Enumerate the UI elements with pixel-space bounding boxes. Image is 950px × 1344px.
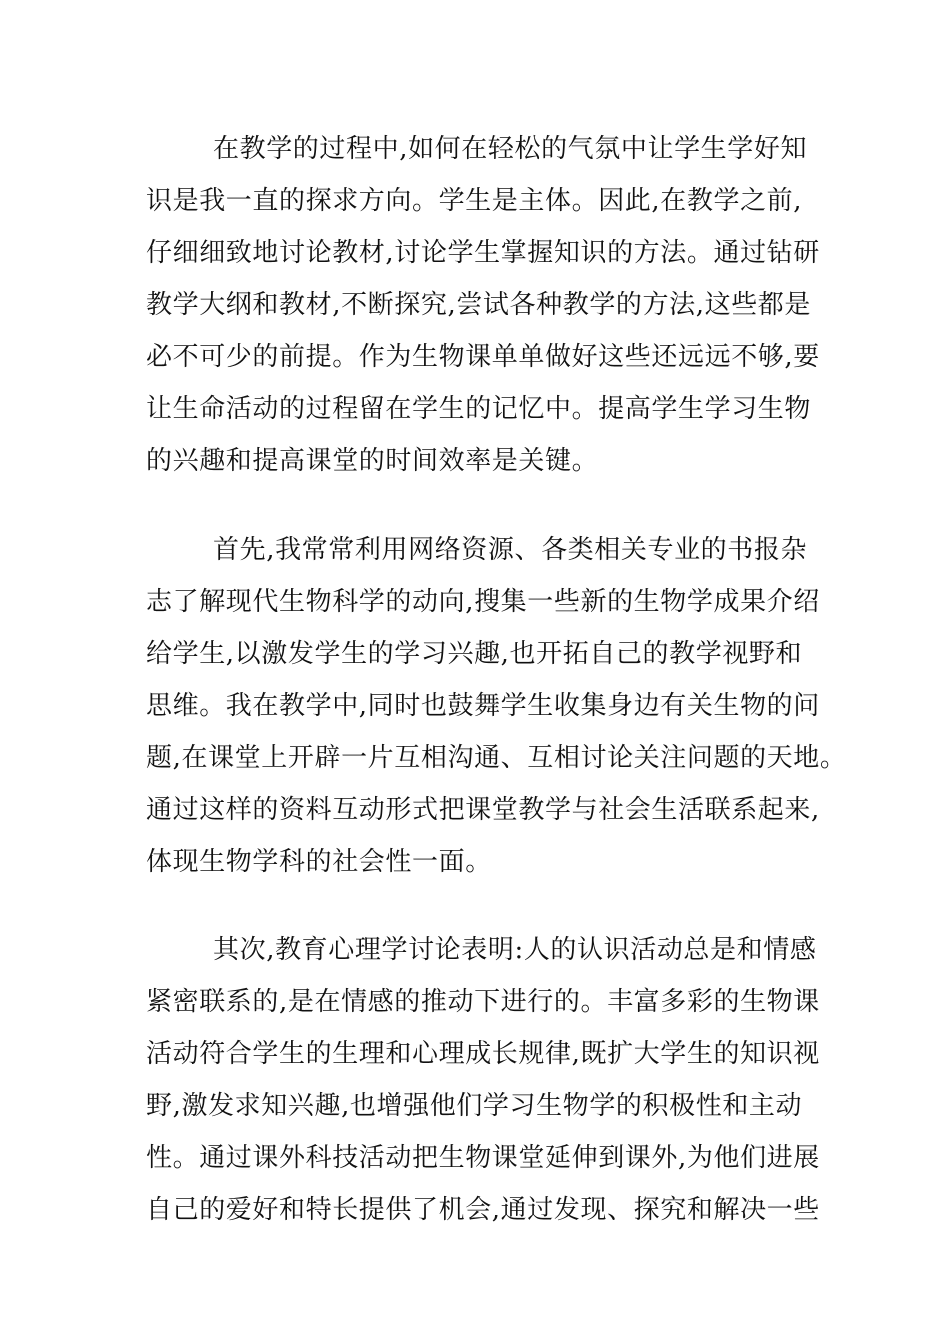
- text-line: 体现生物学科的社会性一面。: [146, 847, 492, 877]
- text-line: 志了解现代生物科学的动向,搜集一些新的生物学成果介绍: [146, 587, 820, 617]
- text-line: 性。通过课外科技活动把生物课堂延伸到课外,为他们进展: [146, 1143, 820, 1173]
- text-line: 让生命活动的过程留在学生的记忆中。提高学生学习生物: [146, 394, 812, 424]
- text-line: 思维。我在教学中,同时也鼓舞学生收集身边有关生物的问: [146, 691, 820, 721]
- text-line: 给学生,以激发学生的学习兴趣,也开拓自己的教学视野和: [146, 639, 803, 669]
- text-line: 活动符合学生的生理和心理成长规律,既扩大学生的知识视: [146, 1039, 820, 1069]
- text-line: 的兴趣和提高课堂的时间效率是关键。: [146, 446, 599, 476]
- text-line: 通过这样的资料互动形式把课堂教学与社会生活联系起来,: [146, 795, 820, 825]
- text-line: 题,在课堂上开辟一片互相沟通、互相讨论关注问题的天地。: [146, 743, 847, 773]
- text-line: 野,激发求知兴趣,也增强他们学习生物学的积极性和主动: [146, 1091, 803, 1121]
- text-line: 识是我一直的探求方向。学生是主体。因此,在教学之前,: [146, 186, 803, 216]
- text-line: 其次,教育心理学讨论表明:人的认识活动总是和情感: [213, 935, 817, 965]
- text-line: 紧密联系的,是在情感的推动下进行的。丰富多彩的生物课: [146, 987, 820, 1017]
- text-line: 在教学的过程中,如何在轻松的气氛中让学生学好知: [213, 134, 808, 164]
- text-line: 必不可少的前提。作为生物课单单做好这些还远远不够,要: [146, 342, 820, 372]
- text-line: 仔细细致地讨论教材,讨论学生掌握知识的方法。通过钻研: [146, 238, 820, 268]
- text-line: 首先,我常常利用网络资源、各类相关专业的书报杂: [213, 535, 808, 565]
- text-line: 自己的爱好和特长提供了机会,通过发现、探究和解决一些: [146, 1195, 820, 1225]
- text-line: 教学大纲和教材,不断探究,尝试各种教学的方法,这些都是: [146, 290, 811, 320]
